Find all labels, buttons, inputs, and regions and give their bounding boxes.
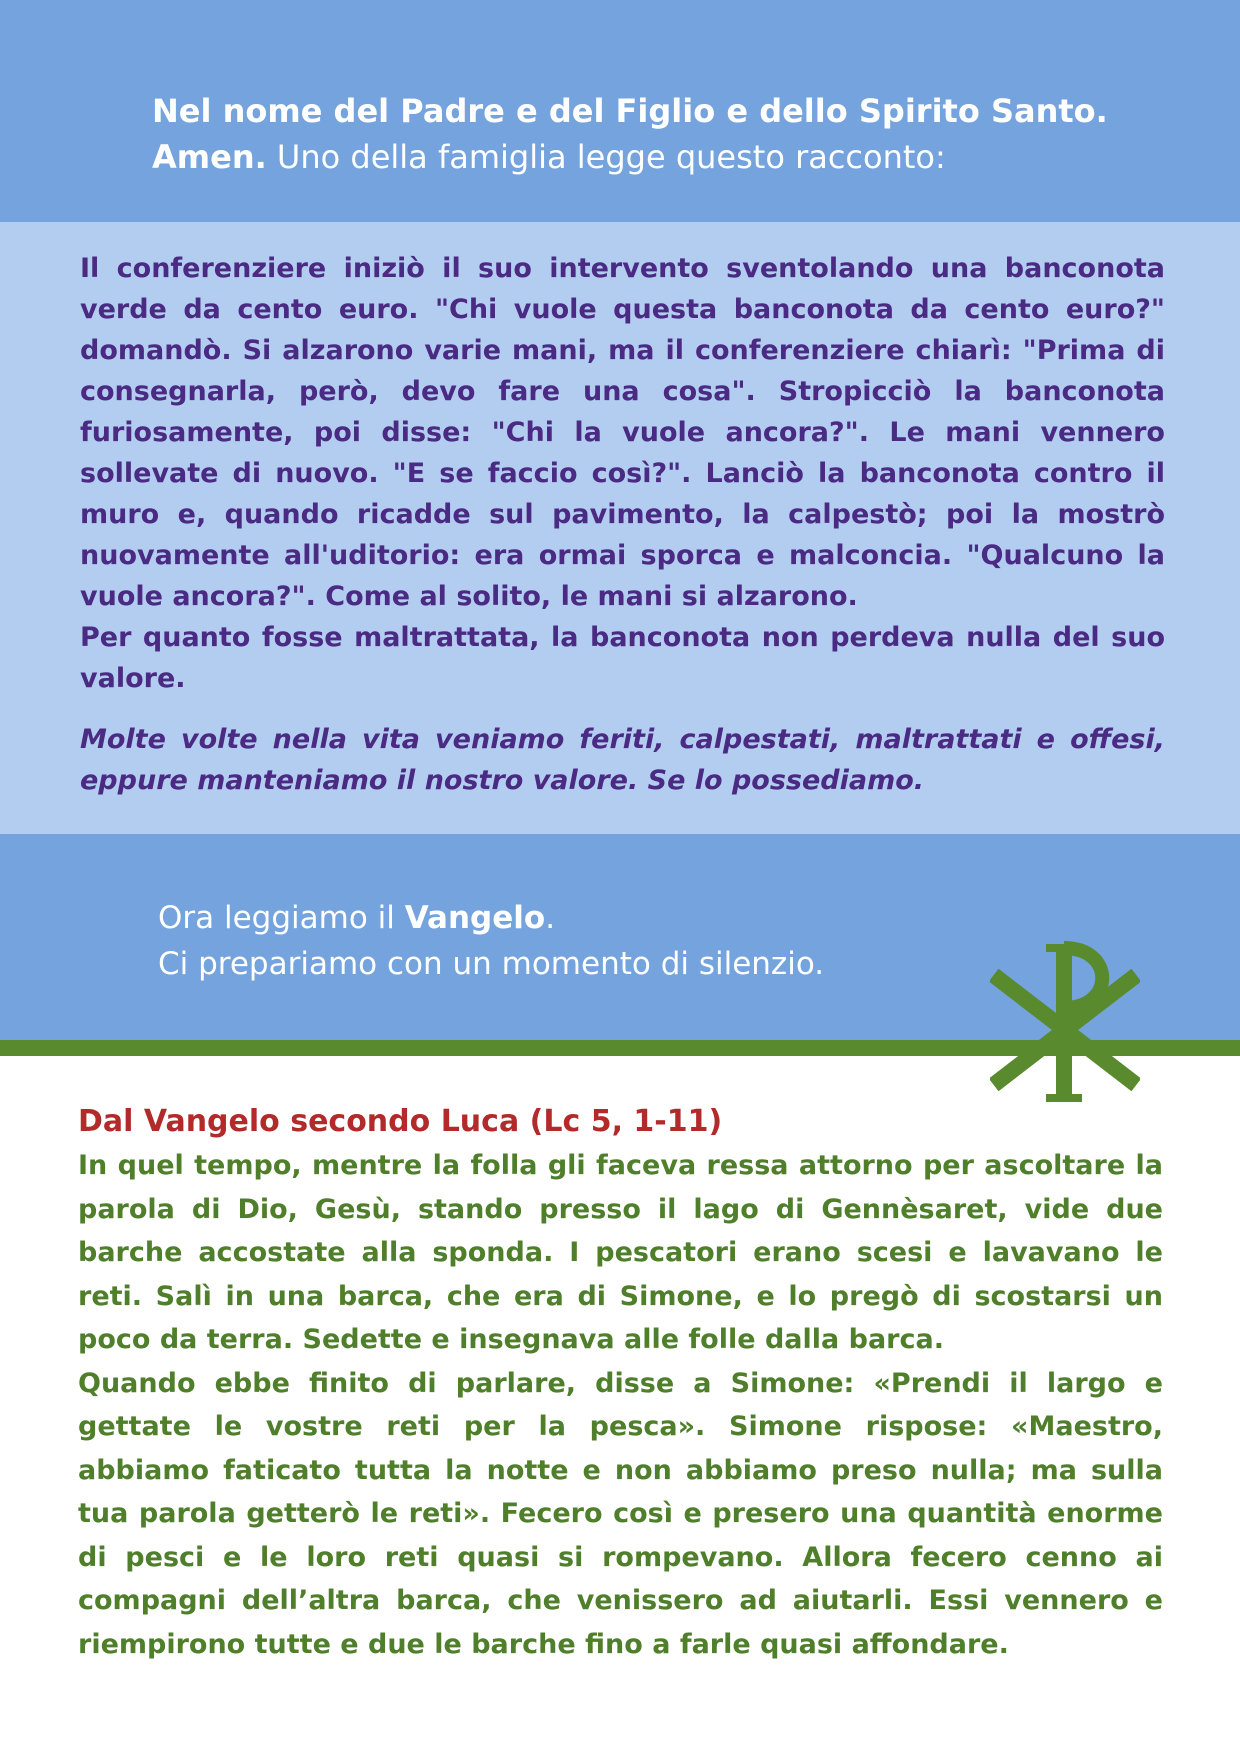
intro-line-2-rest: Uno della famiglia legge questo racconto: <box>276 138 946 176</box>
gospel-paragraph-1: In quel tempo, mentre la folla gli faceva ressa attorno per ascoltare la parola di Dio, Gesù, stando presso il lago di Gennèsaret, vide due barche accostate alla sponda. I pescatori erano scesi e lavavano le reti. Salì in una barca, che era di Simone, e lo pregò di scostarsi un poco da terra. Sedette e insegnava alle folle dalla barca. <box>78 1150 1163 1355</box>
prep-line-2: Ci prepariamo con un momento di silenzio. <box>158 946 825 982</box>
story-text <box>80 248 1165 801</box>
chi-rho-icon <box>990 930 1140 1110</box>
prep-text <box>158 895 958 987</box>
story-moral: Molte volte nella vita veniamo feriti, calpestati, maltrattati e offesi, eppure manteniamo il nostro valore. Se lo possediamo. <box>80 724 1165 796</box>
prep-line-1: Ora leggiamo il Vangelo. <box>158 900 556 936</box>
gospel-title: Dal Vangelo secondo Luca (Lc 5, 1-11) <box>78 1104 723 1139</box>
intro-line-1: Nel nome del Padre e del Figlio e dello Spirito Santo. <box>152 92 1108 130</box>
intro-text <box>152 88 1182 180</box>
amen-word: Amen. <box>152 138 267 176</box>
vangelo-word: Vangelo <box>404 900 546 936</box>
gospel-paragraph-2: Quando ebbe finito di parlare, disse a Simone: «Prendi il largo e gettate le vostre reti per la pesca». Simone rispose: «Maestro, abbiamo faticato tutta la notte e non abbiamo preso nulla; ma sulla tua parola getterò le reti». Fecero così e presero una quantità enorme di pesci e le loro reti quasi si rompevano. Allora fecero cenno ai compagni dell’altra barca, che venissero ad aiutarli. Essi vennero e riempirono tutte e due le barche fino a farle quasi affondare. <box>78 1367 1163 1660</box>
intro-line-2 <box>152 134 1182 180</box>
gospel-text <box>78 1144 1163 1666</box>
story-paragraph-2: Per quanto fosse maltrattata, la banconota non perdeva nulla del suo valore. <box>80 622 1165 694</box>
story-paragraph-1: Il conferenziere iniziò il suo intervento sventolando una banconota verde da cento euro. "Chi vuole questa banconota da cento euro?" domandò. Si alzarono varie mani, ma il conferenziere chiarì: "Prima di consegnarla, però, devo fare una cosa". Stropicciò la banconota furiosamente, poi disse: "Chi la vuole ancora?". Le mani vennero sollevate di nuovo. "E se faccio così?". Lanciò la banconota contro il muro e, quando ricadde sul pavimento, la calpestò; poi la mostrò nuovamente all'uditorio: era ormai sporca e malconcia. "Qualcuno la vuole ancora?". Come al solito, le mani si alzarono. <box>80 253 1165 612</box>
